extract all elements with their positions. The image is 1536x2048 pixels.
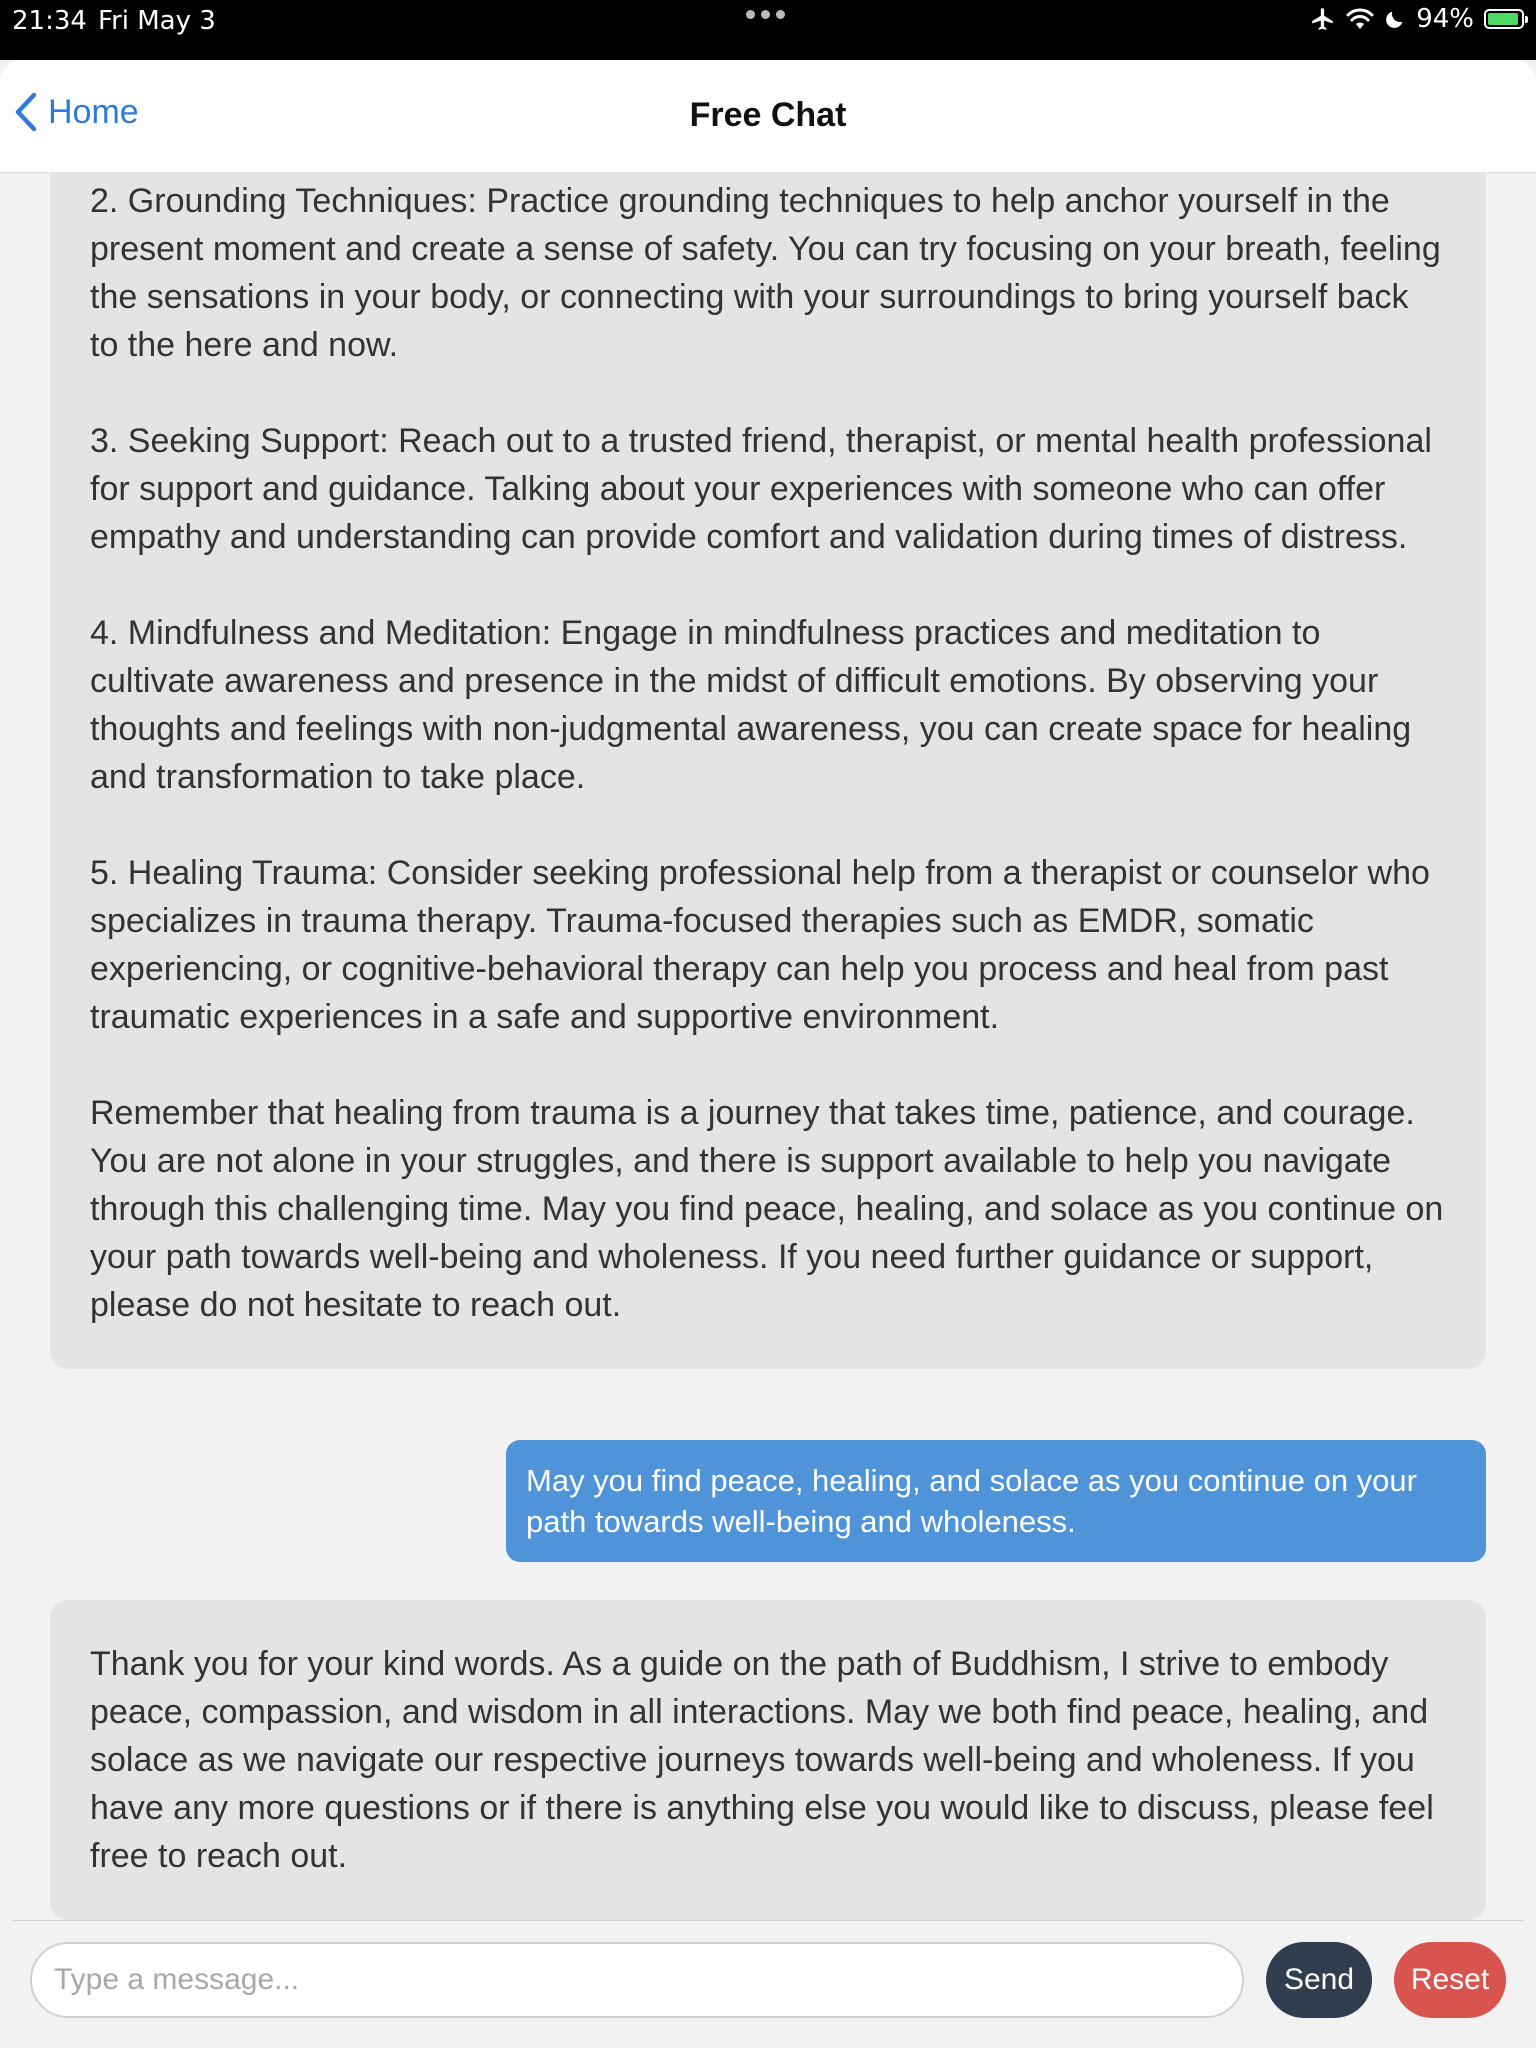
send-button[interactable]: Send <box>1266 1942 1372 2018</box>
battery-percent: 94% <box>1416 4 1474 34</box>
home-back-label: Home <box>48 92 139 131</box>
message-input[interactable] <box>30 1942 1244 2018</box>
bot-message-bubble: Thank you for your kind words. As a guide on the path of Buddhism, I strive to embody peace, compassion, and wisdom in all interactions. May we both find peace, healing, and solace as we navigate our respective journeys towards well-being and wholeness. If you have any more questions or if there is anything else you would like to discuss, please feel free to reach out. <box>50 1600 1486 1920</box>
navigation-header <box>0 60 1536 173</box>
multitasking-dots-icon[interactable] <box>746 10 785 19</box>
user-message-bubble: May you find peace, healing, and solace as you continue on your path towards well-being and wholeness. <box>506 1440 1486 1562</box>
status-date: Fri May 3 <box>98 6 216 36</box>
status-time: 21:34 <box>12 6 87 36</box>
status-indicators <box>1310 4 1524 34</box>
bot-message-bubble <box>50 172 1486 1369</box>
battery-level <box>1488 13 1518 25</box>
battery-icon <box>1484 9 1524 29</box>
chat-message-list[interactable] <box>0 172 1536 1920</box>
bot-message-text: 2. Grounding Techniques: Practice grounding techniques to help anchor yourself in the present moment and create a sense of safety. You can try focusing on your breath, feeling the sensations in your body, or connecting with your surroundings to bring yourself back to the here and now. 3. Seeking Support: Reach out to a trusted friend, therapist, or mental health professional for support and guidance. Talking about your experiences with someone who can offer empathy and understanding can provide comfort and validation during times of distress. 4. Mindfulness and Meditation: Engage in mindfulness practices and meditation to cultivate awareness and presence in the midst of difficult emotions. By observing your thoughts and feelings with non-judgmental awareness, you can create space for healing and transformation to take place. 5. Healing Trauma: Consider seeking professional help from a therapist or counselor who specializes in trauma therapy. Trauma-focused therapies such as EMDR, somatic experiencing, or cognitive-behavioral therapy can help you process and heal from past traumatic experiences in a safe and supportive environment. Remember that healing from trauma is a journey that takes time, patience, and courage. You are not alone in your struggles, and there is support available to help you navigate through this challenging time. May you find peace, healing, and solace as you continue on your path towards well-being and wholeness. If you need further guidance or support, please do not hesitate to reach out. <box>90 182 1444 1324</box>
status-bar <box>0 0 1536 60</box>
message-composer <box>0 1920 1536 2048</box>
airplane-icon <box>1310 6 1336 32</box>
wifi-icon <box>1346 7 1374 31</box>
composer-divider <box>12 1920 1524 1921</box>
reset-button[interactable]: Reset <box>1394 1942 1506 2018</box>
page-title: Free Chat <box>689 96 847 134</box>
moon-icon <box>1384 7 1406 31</box>
